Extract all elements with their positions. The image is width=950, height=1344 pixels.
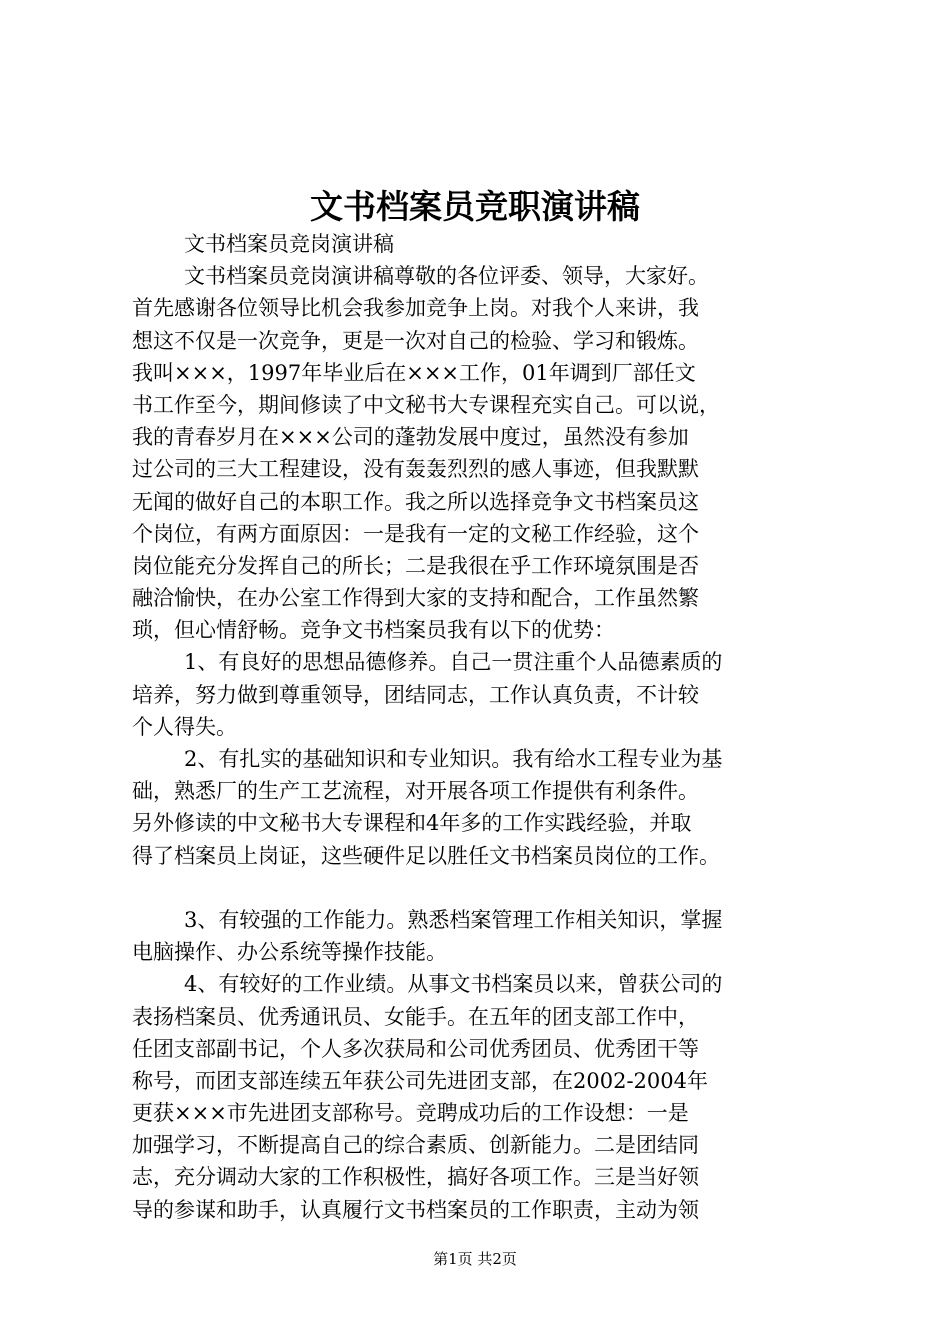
text-line: 4、有较好的工作业绩。从事文书档案员以来，曾获公司的 [184,972,723,997]
text-line: 1、有良好的思想品德修养。自己一贯注重个人品德素质的 [184,650,723,675]
text-line: 个岗位，有两方面原因：一是我有一定的文秘工作经验，这个 [132,521,699,546]
text-line: 想这不仅是一次竞争，更是一次对自己的检验、学习和锻炼。 [132,328,699,353]
text-line: 更获×××市先进团支部称号。竞聘成功后的工作设想：一是 [132,1101,689,1126]
text-line: 另外修读的中文秘书大专课程和4年多的工作实践经验，并取 [132,811,692,836]
document-body [132,228,832,1226]
text-line: 无闻的做好自己的本职工作。我之所以选择竞争文书档案员这 [132,489,699,514]
text-line: 表扬档案员、优秀通讯员、女能手。在五年的团支部工作中， [132,1004,699,1029]
text-line: 首先感谢各位领导比机会我参加竞争上岗。对我个人来讲，我 [132,296,699,321]
document-title: 文书档案员竞职演讲稿 [310,187,640,226]
text-line: 2、有扎实的基础知识和专业知识。我有给水工程专业为基 [184,747,723,771]
text-line: 3、有较强的工作能力。熟悉档案管理工作相关知识，掌握 [184,907,723,932]
text-line: 导的参谋和助手，认真履行文书档案员的工作职责，主动为领 [132,1197,699,1222]
text-line: 得了档案员上岗证，这些硬件足以胜任文书档案员岗位的工作。 [132,843,720,868]
text-line: 文书档案员竞岗演讲稿尊敬的各位评委、领导，大家好。 [184,264,709,289]
text-line: 个人得失。 [132,714,237,739]
text-line: 融洽愉快，在办公室工作得到大家的支持和配合，工作虽然繁 [132,586,699,611]
text-line: 我叫×××，1997年毕业后在×××工作，01年调到厂部任文 [132,360,696,385]
text-line: 志，充分调动大家的工作积极性，搞好各项工作。三是当好领 [132,1165,699,1190]
text-line: 培养，努力做到尊重领导，团结同志，工作认真负责，不计较 [132,682,699,707]
text-line: 电脑操作、办公系统等操作技能。 [132,940,447,965]
text-line: 岗位能充分发挥自己的所长；二是我很在乎工作环境氛围是否 [132,553,699,578]
text-line: 加强学习，不断提高自己的综合素质、创新能力。二是团结同 [132,1133,699,1158]
text-line: 书工作至今，期间修读了中文秘书大专课程充实自己。可以说， [132,392,720,417]
page-footer: 第1页 共2页 [433,1250,517,1268]
text-line: 文书档案员竞岗演讲稿 [184,232,394,256]
text-line: 过公司的三大工程建设，没有轰轰烈烈的感人事迹，但我默默 [132,457,699,482]
text-line: 我的青春岁月在×××公司的蓬勃发展中度过，虽然没有参加 [132,425,689,450]
text-line: 琐，但心情舒畅。竞争文书档案员我有以下的优势： [132,618,615,643]
blank-line [132,872,832,904]
text-line: 称号，而团支部连续五年获公司先进团支部，在2002-2004年 [132,1068,708,1093]
text-line: 础，熟悉厂的生产工艺流程，对开展各项工作提供有利条件。 [132,779,699,804]
text-line: 任团支部副书记，个人多次获局和公司优秀团员、优秀团干等 [132,1036,699,1061]
